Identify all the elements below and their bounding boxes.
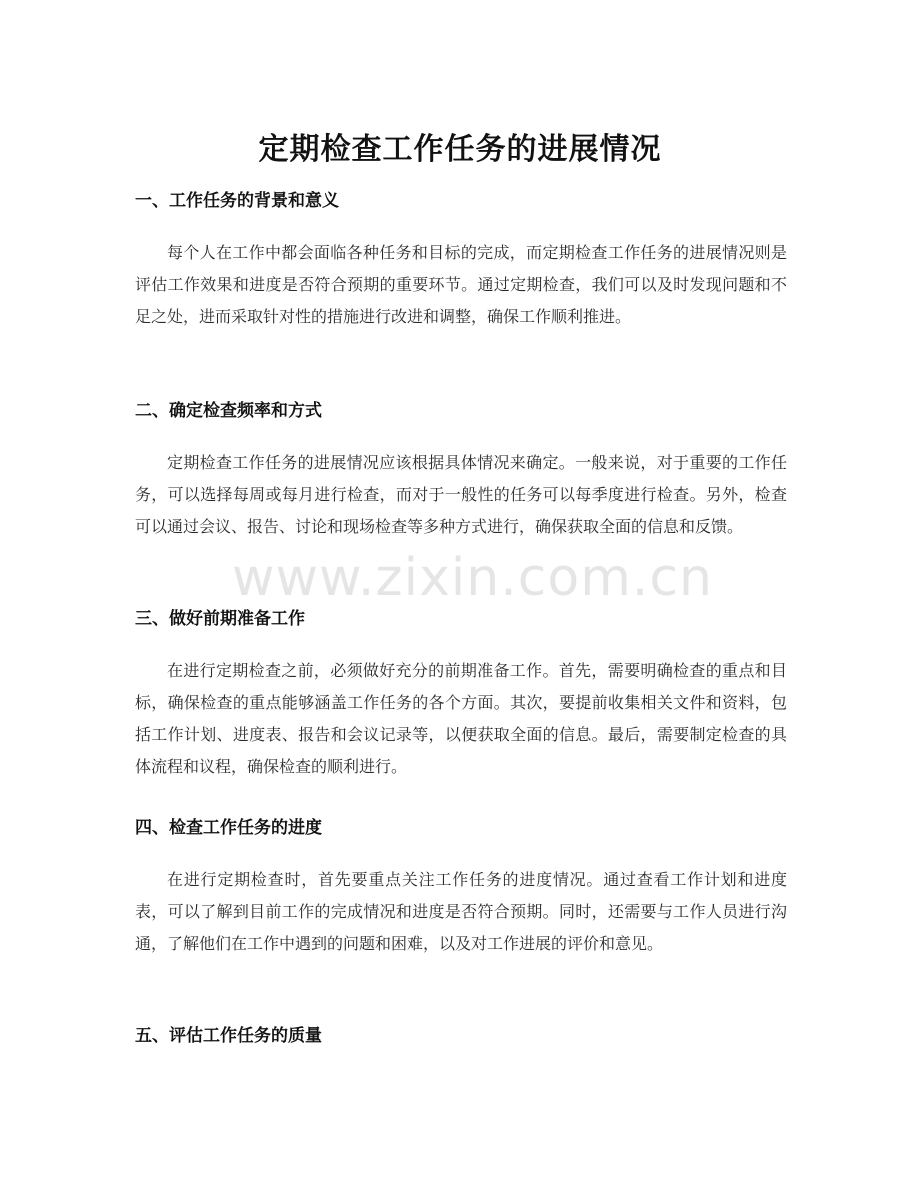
document-title: 定期检查工作任务的进展情况	[258, 132, 662, 168]
watermark-text: www.zixin.com.cn	[232, 548, 713, 608]
section-quality	[135, 1022, 787, 1050]
section-heading: 四、检查工作任务的进度	[135, 818, 322, 838]
section-frequency	[135, 397, 787, 543]
section-heading: 五、评估工作任务的质量	[135, 1026, 322, 1046]
section-heading: 三、做好前期准备工作	[135, 609, 305, 629]
section-heading: 二、确定检查频率和方式	[135, 401, 322, 421]
section-background	[135, 187, 787, 333]
section-paragraph: 定期检查工作任务的进展情况应该根据具体情况来确定。一般来说，对于重要的工作任务，可以选择每周或每月进行检查，而对于一般性的任务可以每季度进行检查。另外，检查可以通过会议、报告、讨论和现场检查等多种方式进行，确保获取全面的信息和反馈。	[135, 453, 787, 536]
section-heading: 一、工作任务的背景和意义	[135, 191, 339, 211]
section-progress	[135, 814, 787, 960]
section-paragraph: 每个人在工作中都会面临各种任务和目标的完成，而定期检查工作任务的进展情况则是评估工作效果和进度是否符合预期的重要环节。通过定期检查，我们可以及时发现问题和不足之处，进而采取针对性的措施进行改进和调整，确保工作顺利推进。	[135, 243, 787, 326]
section-paragraph: 在进行定期检查时，首先要重点关注工作任务的进度情况。通过查看工作计划和进度表，可以了解到目前工作的完成情况和进度是否符合预期。同时，还需要与工作人员进行沟通，了解他们在工作中遇到的问题和困难，以及对工作进展的评价和意见。	[135, 870, 787, 953]
section-paragraph: 在进行定期检查之前，必须做好充分的前期准备工作。首先，需要明确检查的重点和目标，确保检查的重点能够涵盖工作任务的各个方面。其次，要提前收集相关文件和资料，包括工作计划、进度表、报告和会议记录等，以便获取全面的信息。最后，需要制定检查的具体流程和议程，确保检查的顺利进行。	[135, 661, 787, 776]
section-preparation	[135, 605, 787, 783]
